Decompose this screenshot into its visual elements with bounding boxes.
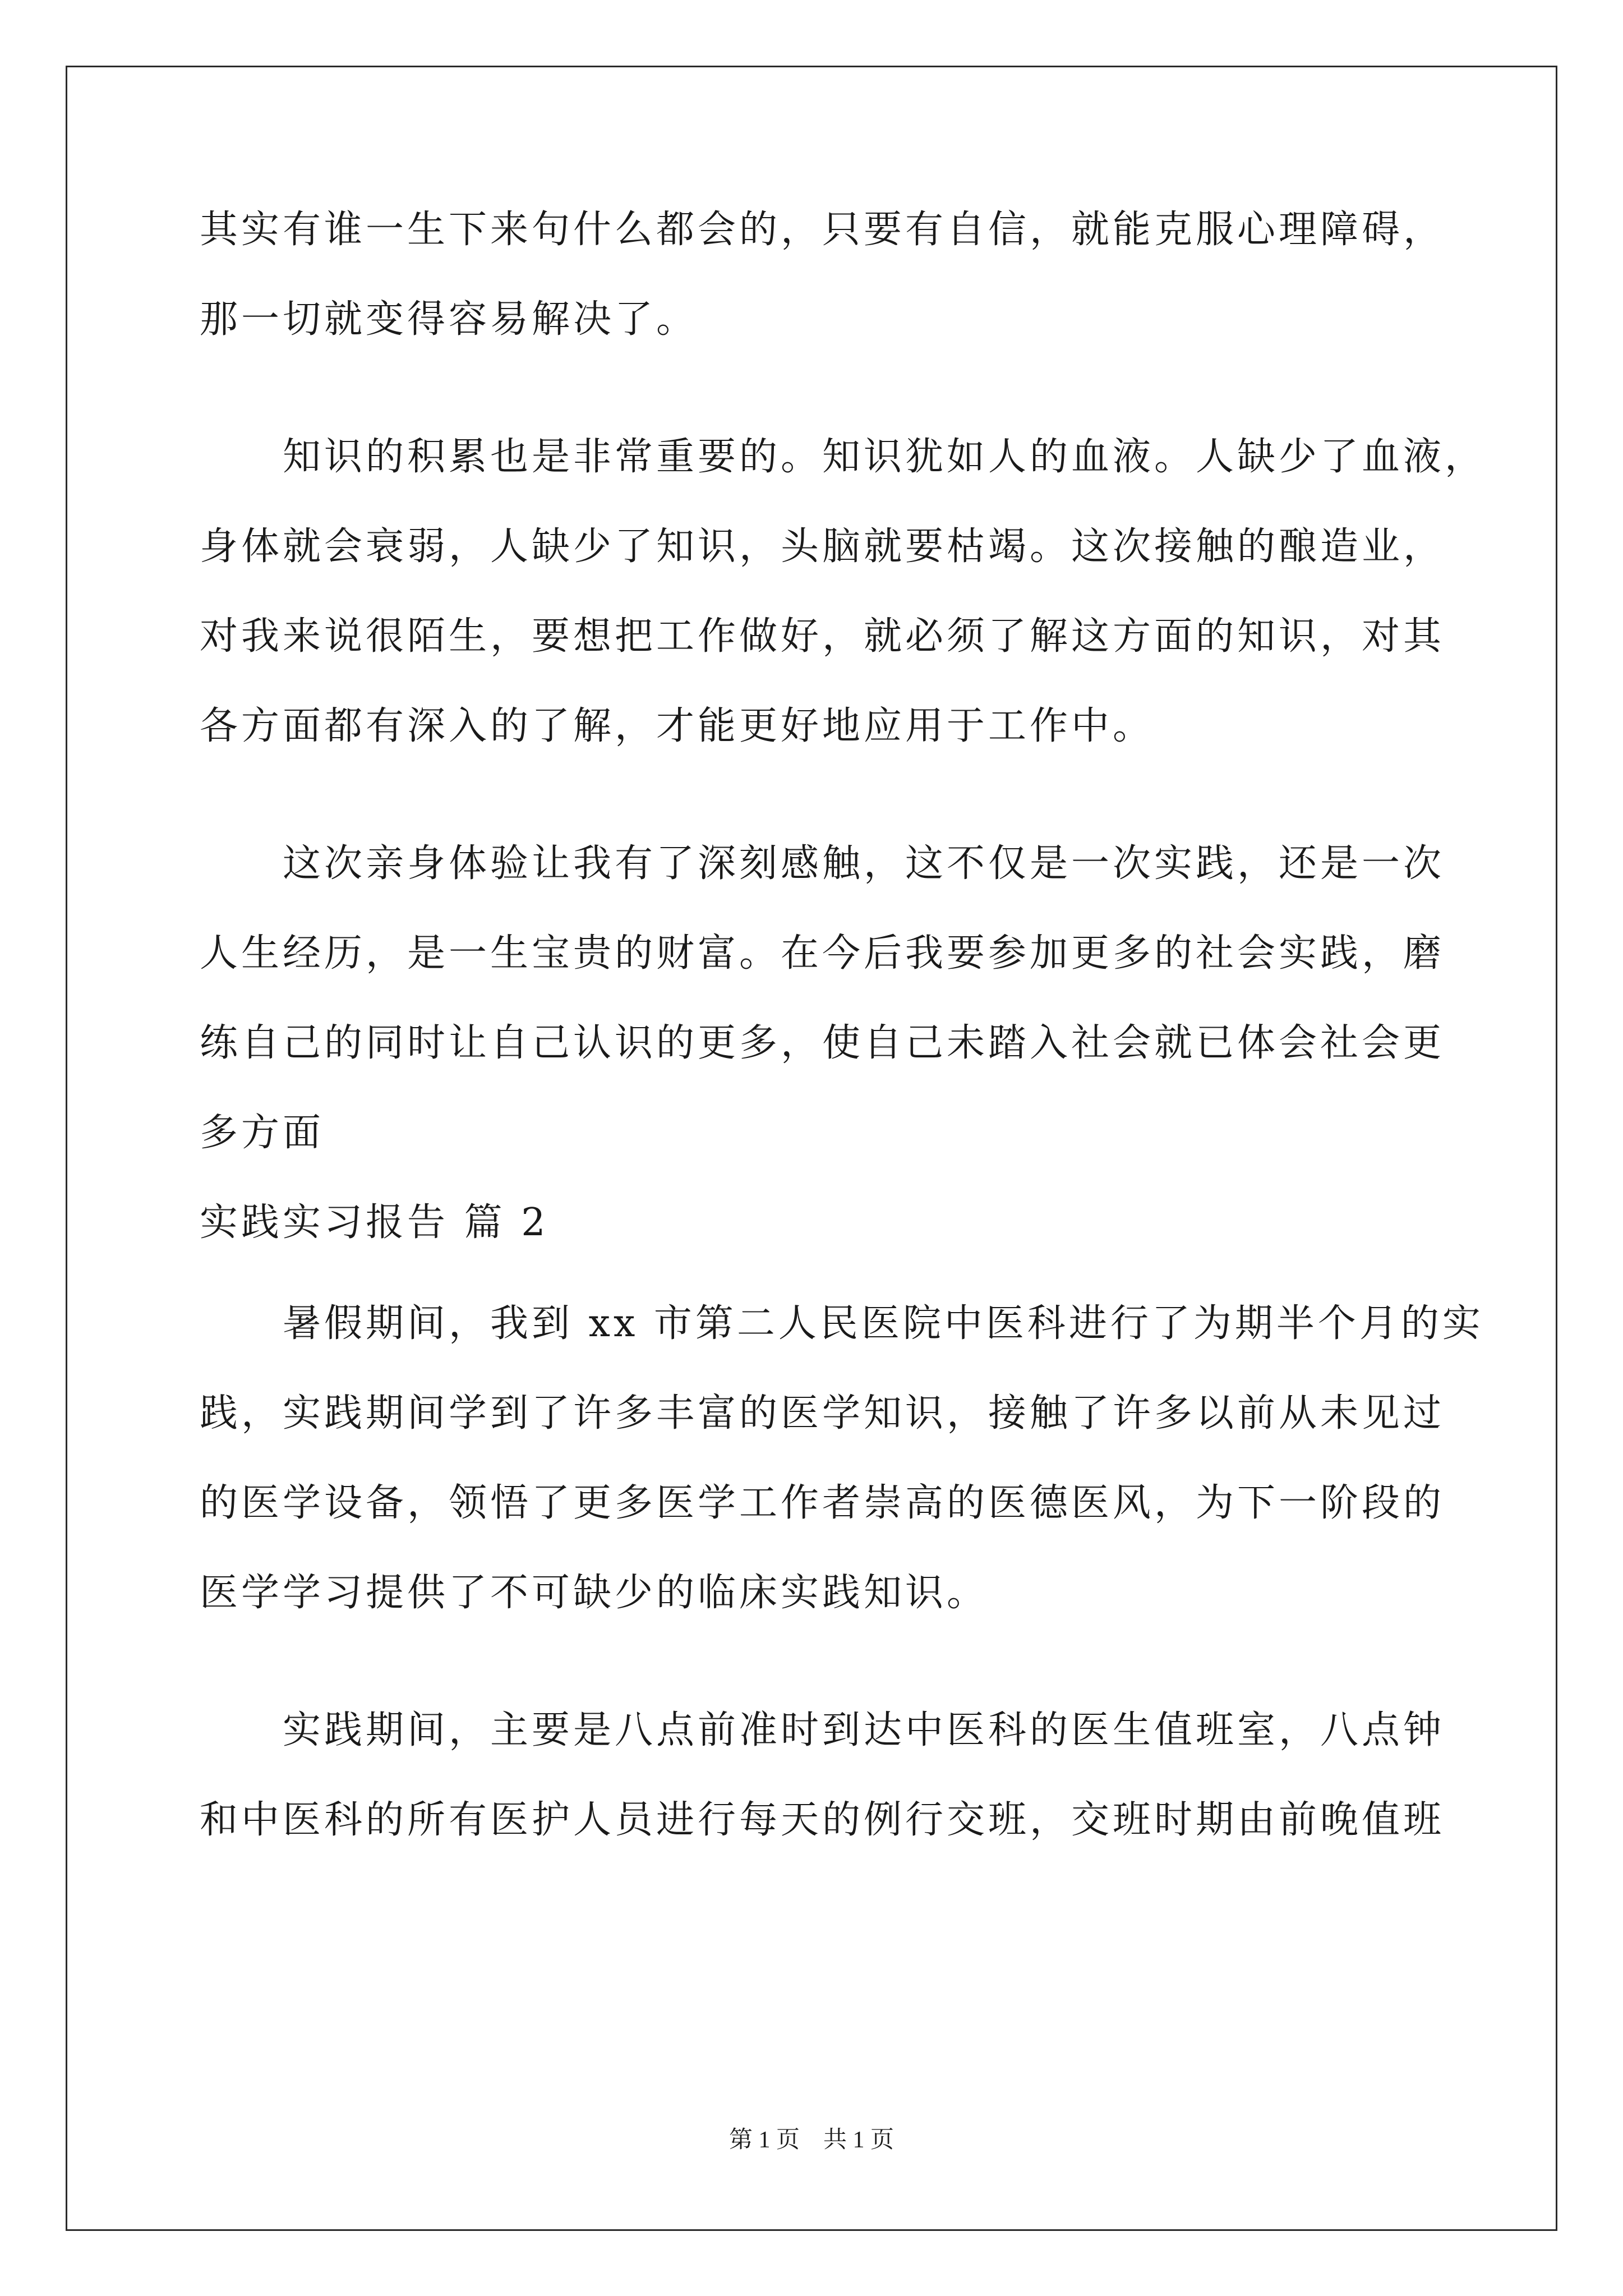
text-line: 的医学设备，领悟了更多医学工作者崇高的医德医风，为下一阶段的 (200, 1481, 1445, 1525)
text-line: 身体就会衰弱，人缺少了知识，头脑就要枯竭。这次接触的酿造业， (200, 524, 1445, 569)
text-line: 和中医科的所有医护人员进行每天的例行交班，交班时期由前晚值班 (200, 1798, 1445, 1842)
text-line: 医学学习提供了不可缺少的临床实践知识。 (200, 1571, 989, 1615)
paragraph-start-line: 这次亲身体验让我有了深刻感触，这不仅是一次实践，还是一次 (283, 841, 1445, 886)
paragraph-start-line: 知识的积累也是非常重要的。知识犹如人的血液。人缺少了血液， (283, 435, 1487, 479)
text-line: 那一切就变得容易解决了。 (200, 297, 698, 342)
paragraph-start-line: 暑假期间，我到 xx 市第二人民医院中医科进行了为期半个月的实 (283, 1301, 1484, 1346)
page-number-footer: 第 1 页 共 1 页 (728, 2127, 894, 2153)
text-line: 多方面 (200, 1111, 325, 1155)
paragraph-start-line: 实践期间，主要是八点前准时到达中医科的医生值班室，八点钟 (283, 1708, 1445, 1752)
text-line: 其实有谁一生下来句什么都会的，只要有自信，就能克服心理障碍， (200, 208, 1445, 252)
text-line: 践，实践期间学到了许多丰富的医学知识，接触了许多以前从未见过 (200, 1391, 1445, 1435)
text-line: 人生经历，是一生宝贵的财富。在今后我要参加更多的社会实践，磨 (200, 931, 1445, 976)
section-heading: 实践实习报告 篇 2 (200, 1200, 549, 1245)
text-line: 各方面都有深入的了解，才能更好地应用于工作中。 (200, 704, 1155, 748)
text-line: 练自己的同时让自己认识的更多，使自己未踏入社会就已体会社会更 (200, 1021, 1445, 1065)
text-line: 对我来说很陌生，要想把工作做好，就必须了解这方面的知识，对其 (200, 614, 1445, 659)
